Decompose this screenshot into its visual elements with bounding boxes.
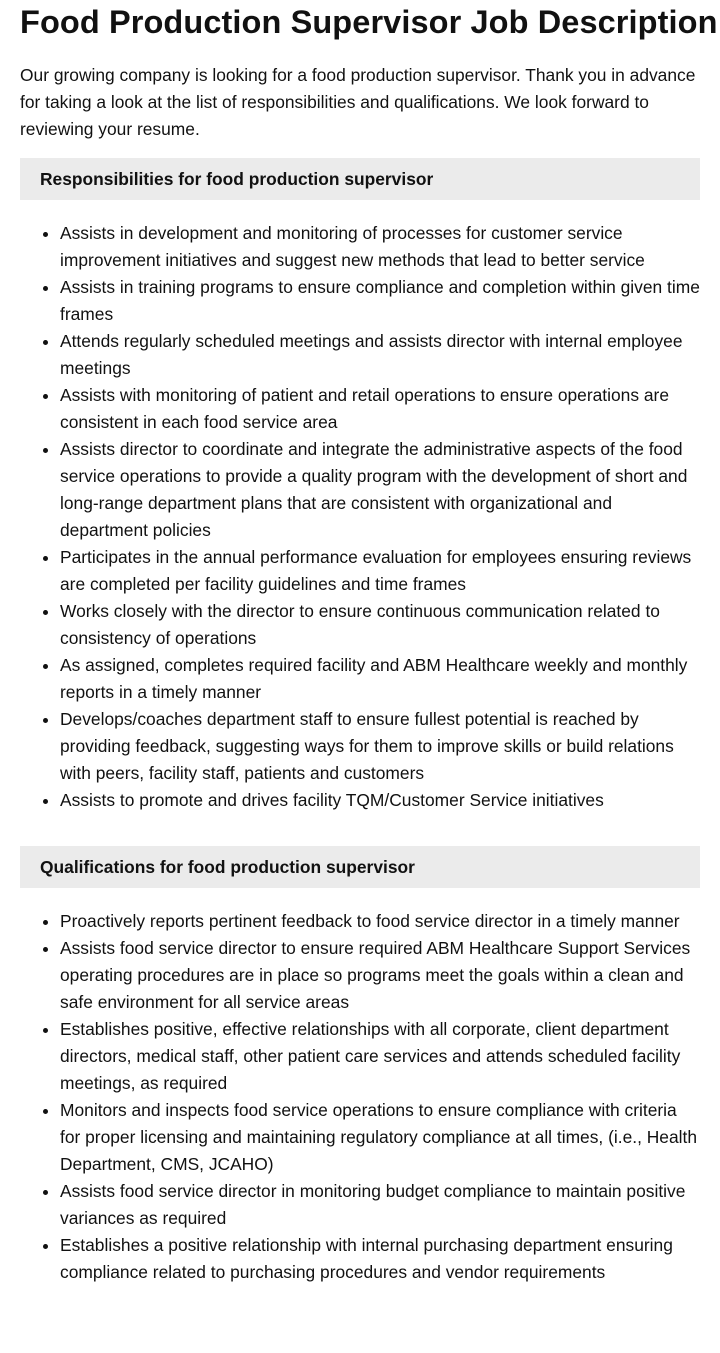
page-title: Food Production Supervisor Job Description [20, 4, 718, 40]
list-item: • Proactively reports pertinent feedback to food service director in a timely manner [60, 908, 700, 935]
list-item: • Develops/coaches department staff to ensure fullest potential is reached by providing feedback, suggesting ways for them to improve skills or build relations with peers, facility staff, patients and customers [60, 706, 700, 787]
list-item: • Works closely with the director to ensure continuous communication related to consistency of operations [60, 598, 700, 652]
list-item: • Establishes positive, effective relationships with all corporate, client department directors, medical staff, other patient care services and attends scheduled facility meetings, as required [60, 1016, 700, 1097]
list-item: • Assists food service director to ensure required ABM Healthcare Support Services operating procedures are in place so programs meet the goals within a clean and safe environment for all service areas [60, 935, 700, 1016]
list-item: • Monitors and inspects food service operations to ensure compliance with criteria for proper licensing and maintaining regulatory compliance at all times, (i.e., Health Department, CMS, JCAHO) [60, 1097, 700, 1178]
list-item: • Establishes a positive relationship with internal purchasing department ensuring compliance related to purchasing procedures and vendor requirements [60, 1232, 700, 1286]
responsibilities-heading: Responsibilities for food production supervisor [20, 158, 700, 200]
list-item: • Assists director to coordinate and integrate the administrative aspects of the food service operations to provide a quality program with the development of short and long-range department plans that are consistent with organizational and department policies [60, 436, 700, 544]
list-item: • Attends regularly scheduled meetings and assists director with internal employee meetings [60, 328, 700, 382]
responsibilities-list [20, 220, 700, 814]
list-item: • Assists with monitoring of patient and retail operations to ensure operations are consistent in each food service area [60, 382, 700, 436]
list-item: • Assists in development and monitoring of processes for customer service improvement initiatives and suggest new methods that lead to better service [60, 220, 700, 274]
list-item: • As assigned, completes required facility and ABM Healthcare weekly and monthly reports in a timely manner [60, 652, 700, 706]
list-item: • Participates in the annual performance evaluation for employees ensuring reviews are completed per facility guidelines and time frames [60, 544, 700, 598]
list-item: • Assists to promote and drives facility TQM/Customer Service initiatives [60, 787, 700, 814]
intro-paragraph: Our growing company is looking for a food production supervisor. Thank you in advance for taking a look at the list of responsibilities and qualifications. We look forward to reviewing your resume. [20, 65, 696, 139]
list-item: • Assists food service director in monitoring budget compliance to maintain positive variances as required [60, 1178, 700, 1232]
qualifications-heading: Qualifications for food production supervisor [20, 846, 700, 888]
qualifications-list [20, 908, 700, 1286]
list-item: • Assists in training programs to ensure compliance and completion within given time frames [60, 274, 700, 328]
